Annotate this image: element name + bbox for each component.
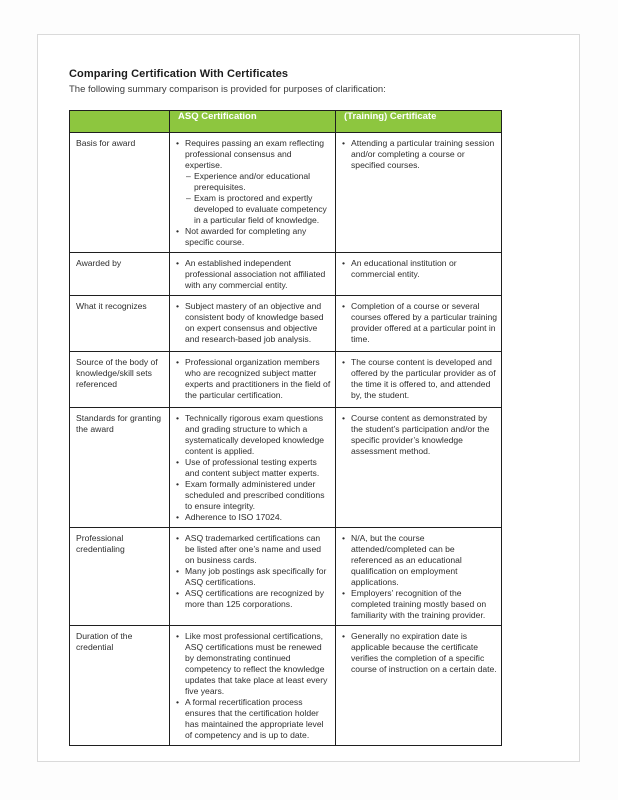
bullet-marker: • [176, 588, 180, 598]
bullet-text: Employers’ recognition of the completed training mostly based on familiarity with the training provider. [351, 588, 487, 620]
bullet-text: Course content as demonstrated by the student’s participation and/or the specific provider’s knowledge assessment method. [351, 413, 490, 456]
row-label: Source of the body of knowledge/skill sets referenced [70, 352, 170, 408]
bullet-item [342, 357, 497, 401]
bullet-marker: • [342, 357, 346, 367]
page-subtitle: The following summary comparison is provided for purposes of clarification: [69, 84, 386, 95]
bullet-marker: • [342, 588, 346, 598]
bullet-text: Exam formally administered under scheduled and prescribed conditions to ensure integrity. [185, 479, 325, 511]
bullet-text: A formal recertification process ensures that the certification holder has maintained the appropriate level of competency and is up to date. [185, 697, 324, 740]
bullet-item [342, 588, 497, 621]
bullet-item [176, 588, 331, 610]
document-page [37, 34, 580, 762]
bullet-text: Professional organization members who are recognized subject matter experts and practitioners in the field of the particular certification. [185, 357, 331, 400]
bullet-item [176, 533, 331, 566]
bullet-marker: • [176, 457, 180, 467]
row-label: Awarded by [70, 253, 170, 296]
table-row [70, 253, 502, 296]
bullet-marker: • [176, 413, 180, 423]
bullet-item [342, 138, 497, 171]
row-label: What it recognizes [70, 296, 170, 352]
training-certificate-cell [336, 528, 502, 626]
bullet-text: Exam is proctored and expertly developed to evaluate competency in a particular field of knowledge. [194, 193, 327, 225]
asq-certification-cell [170, 352, 336, 408]
bullet-marker: • [176, 138, 180, 148]
bullet-marker: • [176, 226, 180, 236]
table-row [70, 296, 502, 352]
bullet-item [176, 226, 331, 248]
table-row [70, 626, 502, 746]
bullet-text: Many job postings ask specifically for ASQ certifications. [185, 566, 327, 587]
bullet-marker: • [176, 258, 180, 268]
comparison-table-body [70, 133, 502, 746]
header-cell-blank [70, 111, 170, 133]
bullet-text: Not awarded for completing any specific course. [185, 226, 307, 247]
training-certificate-cell [336, 296, 502, 352]
training-certificate-cell [336, 626, 502, 746]
table-header-row [70, 111, 502, 133]
page-content [69, 67, 503, 746]
bullet-text: Attending a particular training session and/or completing a course or specified courses. [351, 138, 495, 170]
bullet-marker: • [176, 631, 180, 641]
bullet-item [176, 631, 331, 697]
bullet-text: An established independent professional association not affiliated with any commercial entity. [185, 258, 326, 290]
bullet-text: Subject mastery of an objective and consistent body of knowledge based on expert consensus and objective and research-based job analysis. [185, 301, 324, 344]
table-row [70, 528, 502, 626]
bullet-marker: • [176, 566, 180, 576]
training-certificate-cell [336, 408, 502, 528]
bullet-item [176, 457, 331, 479]
bullet-text: N/A, but the course attended/completed can be referenced as an educational qualification on employment applications. [351, 533, 462, 587]
comparison-table [69, 110, 502, 746]
bullet-marker: • [342, 138, 346, 148]
asq-certification-cell [170, 296, 336, 352]
bullet-marker: • [342, 413, 346, 423]
bullet-marker: – [186, 193, 191, 203]
bullet-marker: • [176, 357, 180, 367]
bullet-text: Adherence to ISO 17024. [185, 512, 282, 522]
bullet-item [176, 566, 331, 588]
bullet-text: Requires passing an exam reflecting professional consensus and expertise. [185, 138, 325, 170]
bullet-item [176, 301, 331, 345]
bullet-item [176, 512, 331, 523]
bullet-item [176, 138, 331, 171]
bullet-marker: • [176, 533, 180, 543]
bullet-marker: – [186, 171, 191, 181]
bullet-text: The course content is developed and offered by the particular provider as of the time it is offered to, and attended by, the student. [351, 357, 496, 400]
bullet-marker: • [342, 533, 346, 543]
header-cell-asq-certification: ASQ Certification [170, 111, 336, 133]
bullet-marker: • [342, 258, 346, 268]
row-label: Standards for granting the award [70, 408, 170, 528]
training-certificate-cell [336, 133, 502, 253]
bullet-marker: • [176, 479, 180, 489]
table-row [70, 408, 502, 528]
asq-certification-cell [170, 626, 336, 746]
bullet-item [342, 413, 497, 457]
header-cell-training-certificate: (Training) Certificate [336, 111, 502, 133]
asq-certification-cell [170, 528, 336, 626]
bullet-text: ASQ trademarked certifications can be listed after one’s name and used on business cards. [185, 533, 322, 565]
bullet-text: Use of professional testing experts and content subject matter experts. [185, 457, 320, 478]
bullet-item [342, 301, 497, 345]
bullet-item [176, 357, 331, 401]
row-label: Professional credentialing [70, 528, 170, 626]
bullet-marker: • [342, 301, 346, 311]
bullet-marker: • [342, 631, 346, 641]
page-title: Comparing Certification With Certificates [69, 68, 289, 80]
bullet-text: Experience and/or educational prerequisites. [194, 171, 311, 192]
bullet-item [342, 258, 497, 280]
asq-certification-cell [170, 253, 336, 296]
asq-certification-cell [170, 133, 336, 253]
table-row [70, 352, 502, 408]
sub-bullet-item [186, 193, 331, 226]
bullet-marker: • [176, 301, 180, 311]
row-label: Duration of the credential [70, 626, 170, 746]
bullet-item [342, 631, 497, 675]
training-certificate-cell [336, 352, 502, 408]
bullet-item [176, 479, 331, 512]
bullet-text: An educational institution or commercial entity. [351, 258, 457, 279]
bullet-marker: • [176, 512, 180, 522]
bullet-text: Technically rigorous exam questions and grading structure to which a systematically developed knowledge content is applied. [185, 413, 325, 456]
sub-bullet-item [186, 171, 331, 193]
bullet-item [176, 697, 331, 741]
bullet-text: Completion of a course or several courses offered by a particular training provider offered at a particular point in time. [351, 301, 498, 344]
training-certificate-cell [336, 253, 502, 296]
table-row [70, 133, 502, 253]
bullet-item [342, 533, 497, 588]
bullet-marker: • [176, 697, 180, 707]
bullet-text: ASQ certifications are recognized by more than 125 corporations. [185, 588, 324, 609]
asq-certification-cell [170, 408, 336, 528]
bullet-item [176, 258, 331, 291]
row-label: Basis for award [70, 133, 170, 253]
bullet-text: Generally no expiration date is applicable because the certificate verifies the completion of a specific course of instruction on a certain date. [351, 631, 497, 674]
bullet-text: Like most professional certifications, ASQ certifications must be renewed by demonstrating continued competency to reflect the knowledge updates that take place at least every five years. [185, 631, 328, 696]
bullet-item [176, 413, 331, 457]
